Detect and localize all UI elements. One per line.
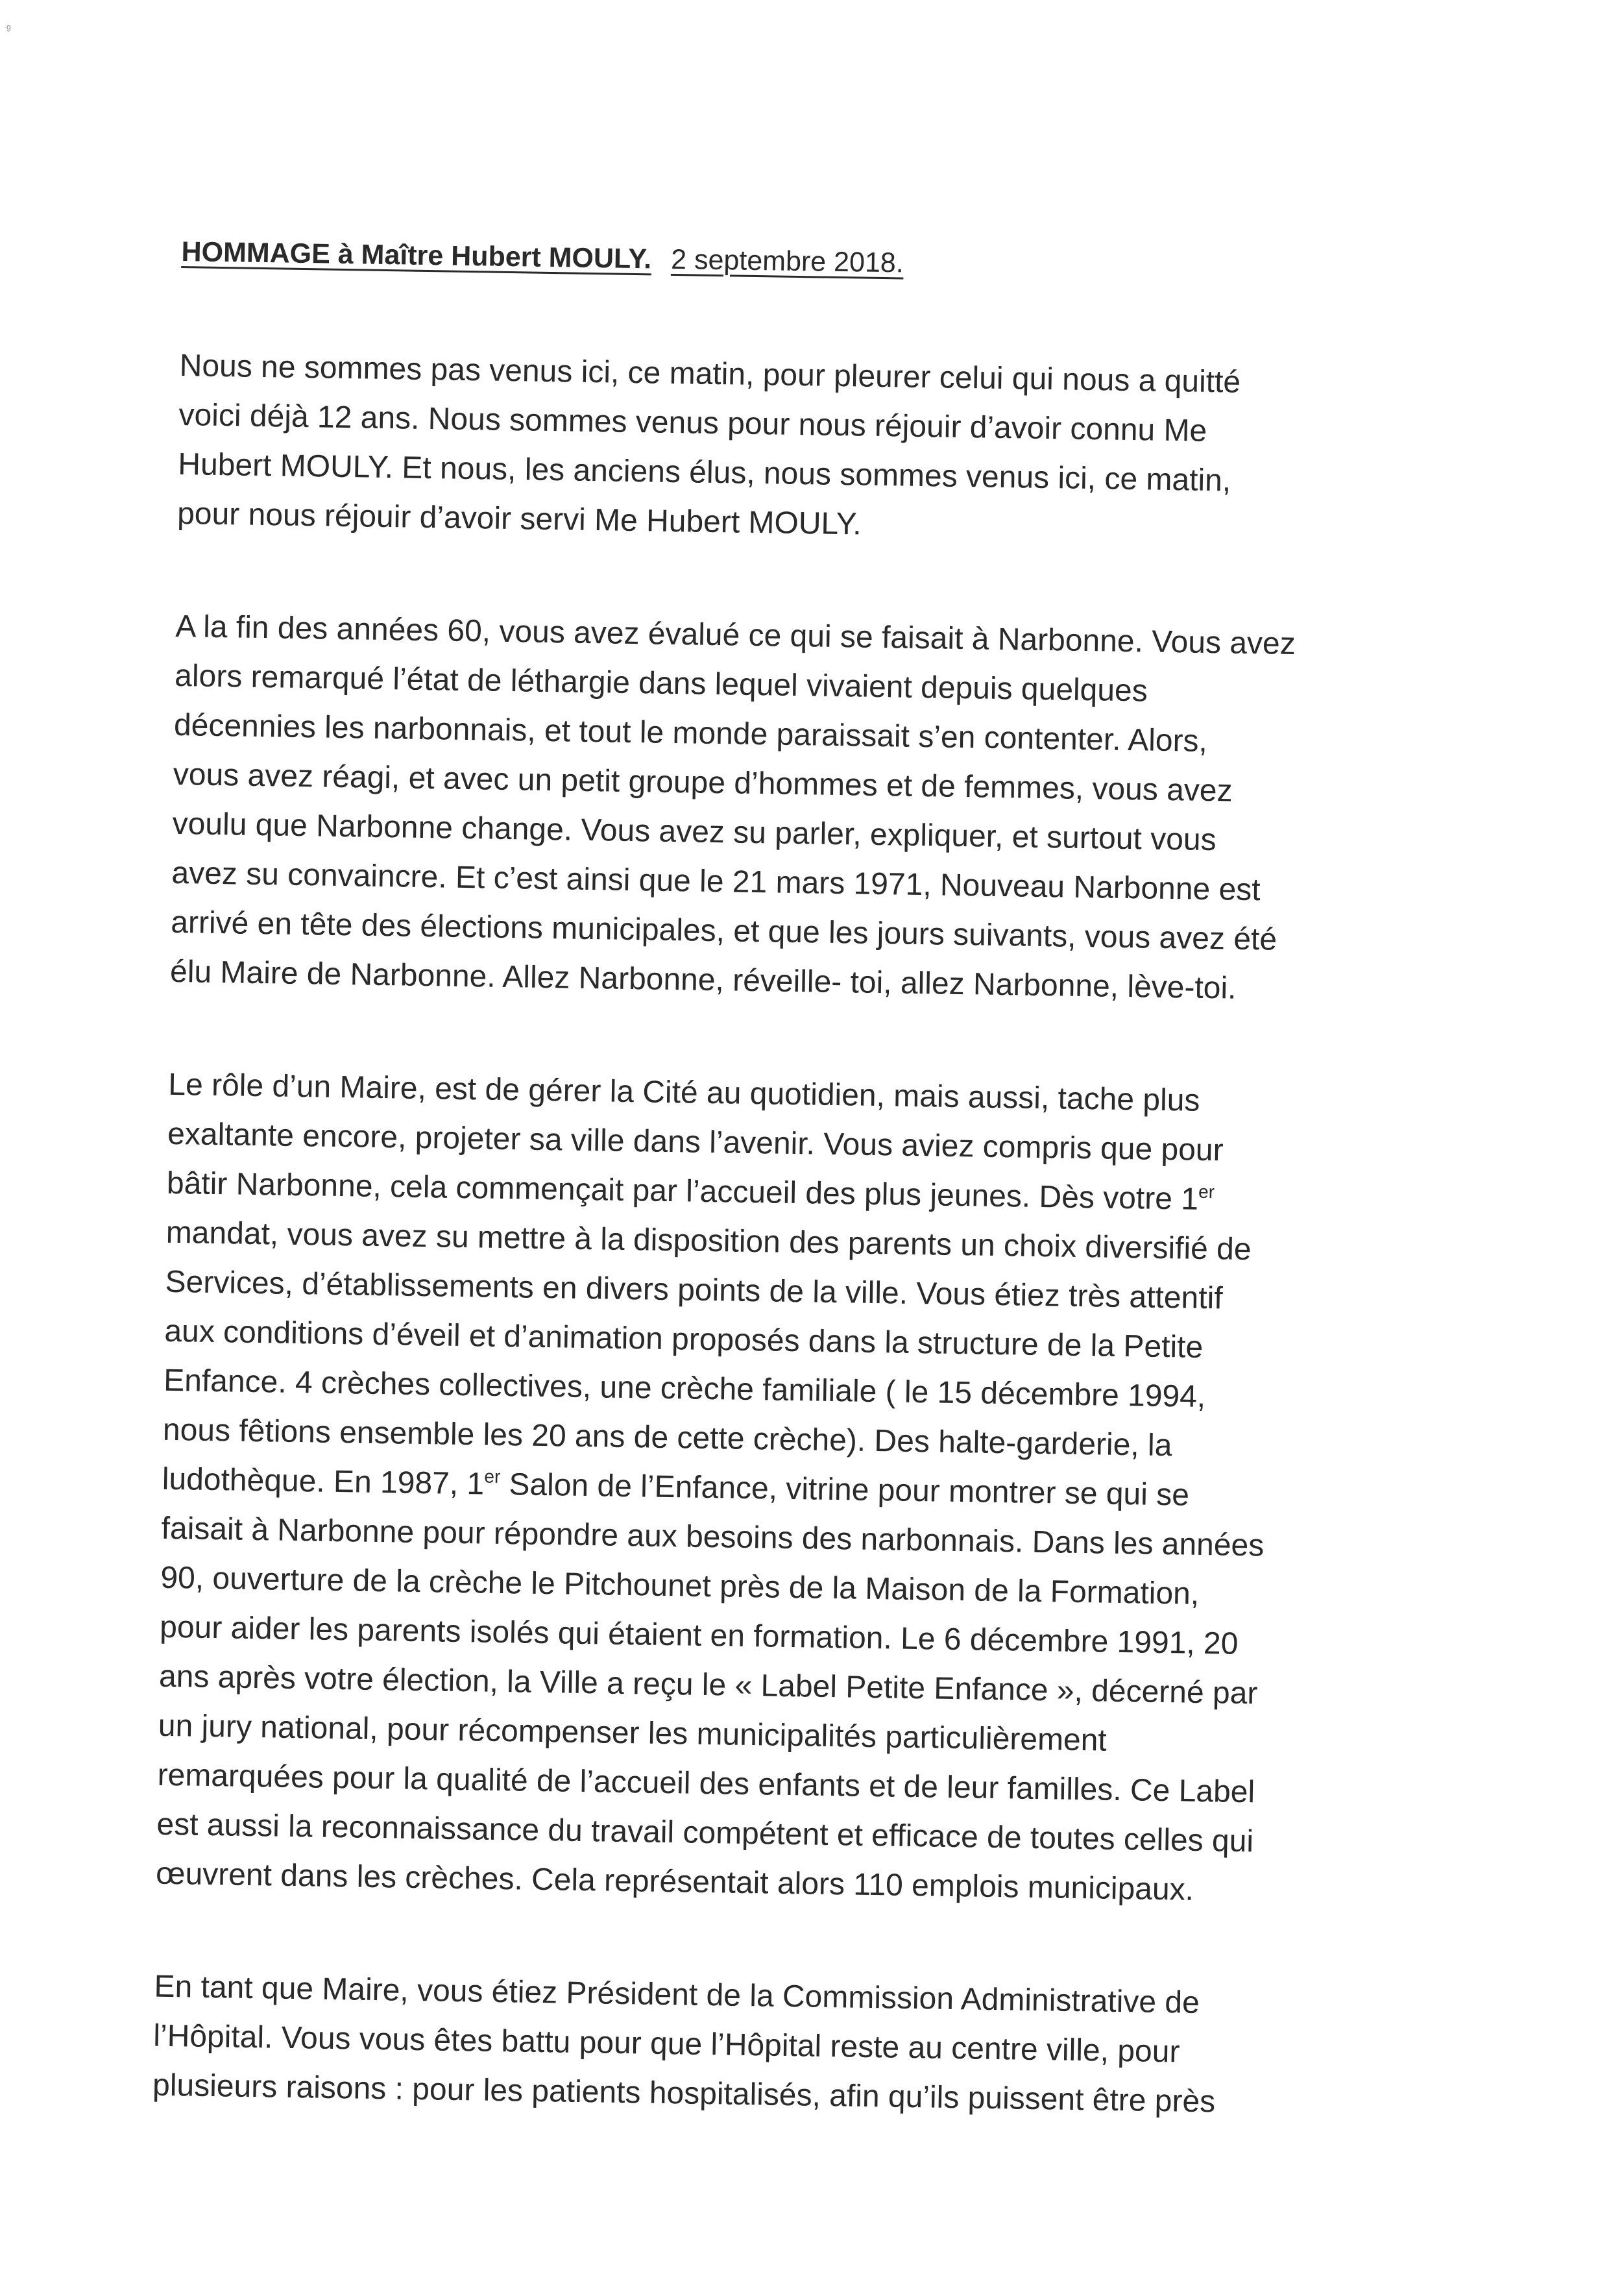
text-line: vous avez réagi, et avec un petit groupe d’hommes et de femmes, vous avez — [173, 757, 1233, 809]
paragraph-4 — [152, 1962, 1374, 2130]
text-segment: ludothèque. En 1987, 1 — [162, 1461, 485, 1502]
text-line: exaltante encore, projeter sa ville dans l’avenir. Vous aviez compris que pour — [167, 1116, 1224, 1168]
scan-mark: ᵍ — [6, 22, 11, 35]
text-line: un jury national, pour récompenser les municipalités particulièrement — [158, 1708, 1108, 1758]
superscript: er — [484, 1466, 501, 1487]
text-line: alors remarqué l’état de léthargie dans lequel vivaient depuis quelques — [174, 658, 1148, 709]
text-line: plusieurs raisons : pour les patients hospitalisés, afin qu’ils puissent être près — [152, 2068, 1216, 2119]
text-line: mandat, vous avez su mettre à la disposition des parents un choix diversifié de — [165, 1215, 1252, 1267]
text-line: est aussi la reconnaissance du travail compétent et efficace de toutes celles qui — [156, 1807, 1254, 1859]
text-segment: Salon de l’Enfance, vitrine pour montrer se qui se — [500, 1467, 1190, 1513]
text-line: avez su convaincre. Et c’est ainsi que le 21 mars 1971, Nouveau Narbonne est — [171, 855, 1261, 908]
text-line: l’Hôpital. Vous vous êtes battu pour que l’Hôpital reste au centre ville, pour — [152, 2018, 1180, 2070]
superscript: er — [1198, 1181, 1215, 1203]
paragraph-1 — [177, 341, 1400, 557]
text-line: voici déjà 12 ans. Nous sommes venus pour nous réjouir d’avoir connu Me — [178, 397, 1207, 448]
text-line: nous fêtions ensemble les 20 ans de cette crèche). Des halte-garderie, la — [162, 1412, 1172, 1463]
document-title — [181, 234, 1401, 289]
title-main: HOMMAGE à Maître Hubert MOULY. — [181, 236, 652, 275]
text-line: œuvrent dans les crèches. Cela représentait alors 110 emplois municipaux. — [155, 1856, 1194, 1907]
text-line: Enfance. 4 crèches collectives, une crèche familiale ( le 15 décembre 1994, — [163, 1363, 1206, 1415]
text-line: 90, ouverture de la crèche le Pitchounet près de la Maison de la Formation, — [160, 1560, 1200, 1611]
text-line: pour aider les parents isolés qui étaient en formation. Le 6 décembre 1991, 20 — [159, 1609, 1239, 1661]
text-line: élu Maire de Narbonne. Allez Narbonne, réveille- toi, allez Narbonne, lève-toi. — [169, 954, 1237, 1006]
text-line: Hubert MOULY. Et nous, les anciens élus, nous sommes venus ici, ce matin, — [177, 446, 1231, 498]
text-line: En tant que Maire, vous étiez Président de la Commission Administrative de — [154, 1969, 1200, 2020]
text-line: pour nous réjouir d’avoir servi Me Hubert MOULY. — [176, 496, 862, 542]
text-line: Nous ne sommes pas venus ici, ce matin, pour pleurer celui qui nous a quitté — [179, 348, 1241, 400]
text-line: voulu que Narbonne change. Vous avez su parler, expliquer, et surtout vous — [172, 806, 1216, 858]
text-line: faisait à Narbonne pour répondre aux besoins des narbonnais. Dans les années — [161, 1511, 1265, 1563]
paragraph-2 — [170, 602, 1396, 1016]
text-line: aux conditions d’éveil et d’animation proposés dans la structure de la Petite — [164, 1313, 1204, 1365]
title-date: 2 septembre 2018. — [670, 243, 904, 279]
text-line: Services, d’établissements en divers points de la ville. Vous étiez très attentif — [165, 1264, 1223, 1316]
text-line: A la fin des années 60, vous avez évalué ce qui se faisait à Narbonne. Vous avez — [175, 609, 1296, 662]
paragraph-3 — [156, 1060, 1388, 1918]
text-line: arrivé en tête des élections municipales, et que les jours suivants, vous avez été — [170, 905, 1277, 957]
document-body — [151, 234, 1401, 2193]
text-line: ans après votre élection, la Ville a reçu le « Label Petite Enfance », décerné par — [158, 1659, 1258, 1711]
text-line: Le rôle d’un Maire, est de gérer la Cité au quotidien, mais aussi, tache plus — [167, 1067, 1200, 1118]
text-line: remarquées pour la qualité de l’accueil des enfants et de leur familles. Ce Label — [157, 1757, 1255, 1810]
text-line: décennies les narbonnais, et tout le monde paraissait s’en contenter. Alors, — [173, 707, 1208, 759]
text-segment: bâtir Narbonne, cela commençait par l’accueil des plus jeunes. Dès votre 1 — [166, 1166, 1199, 1217]
